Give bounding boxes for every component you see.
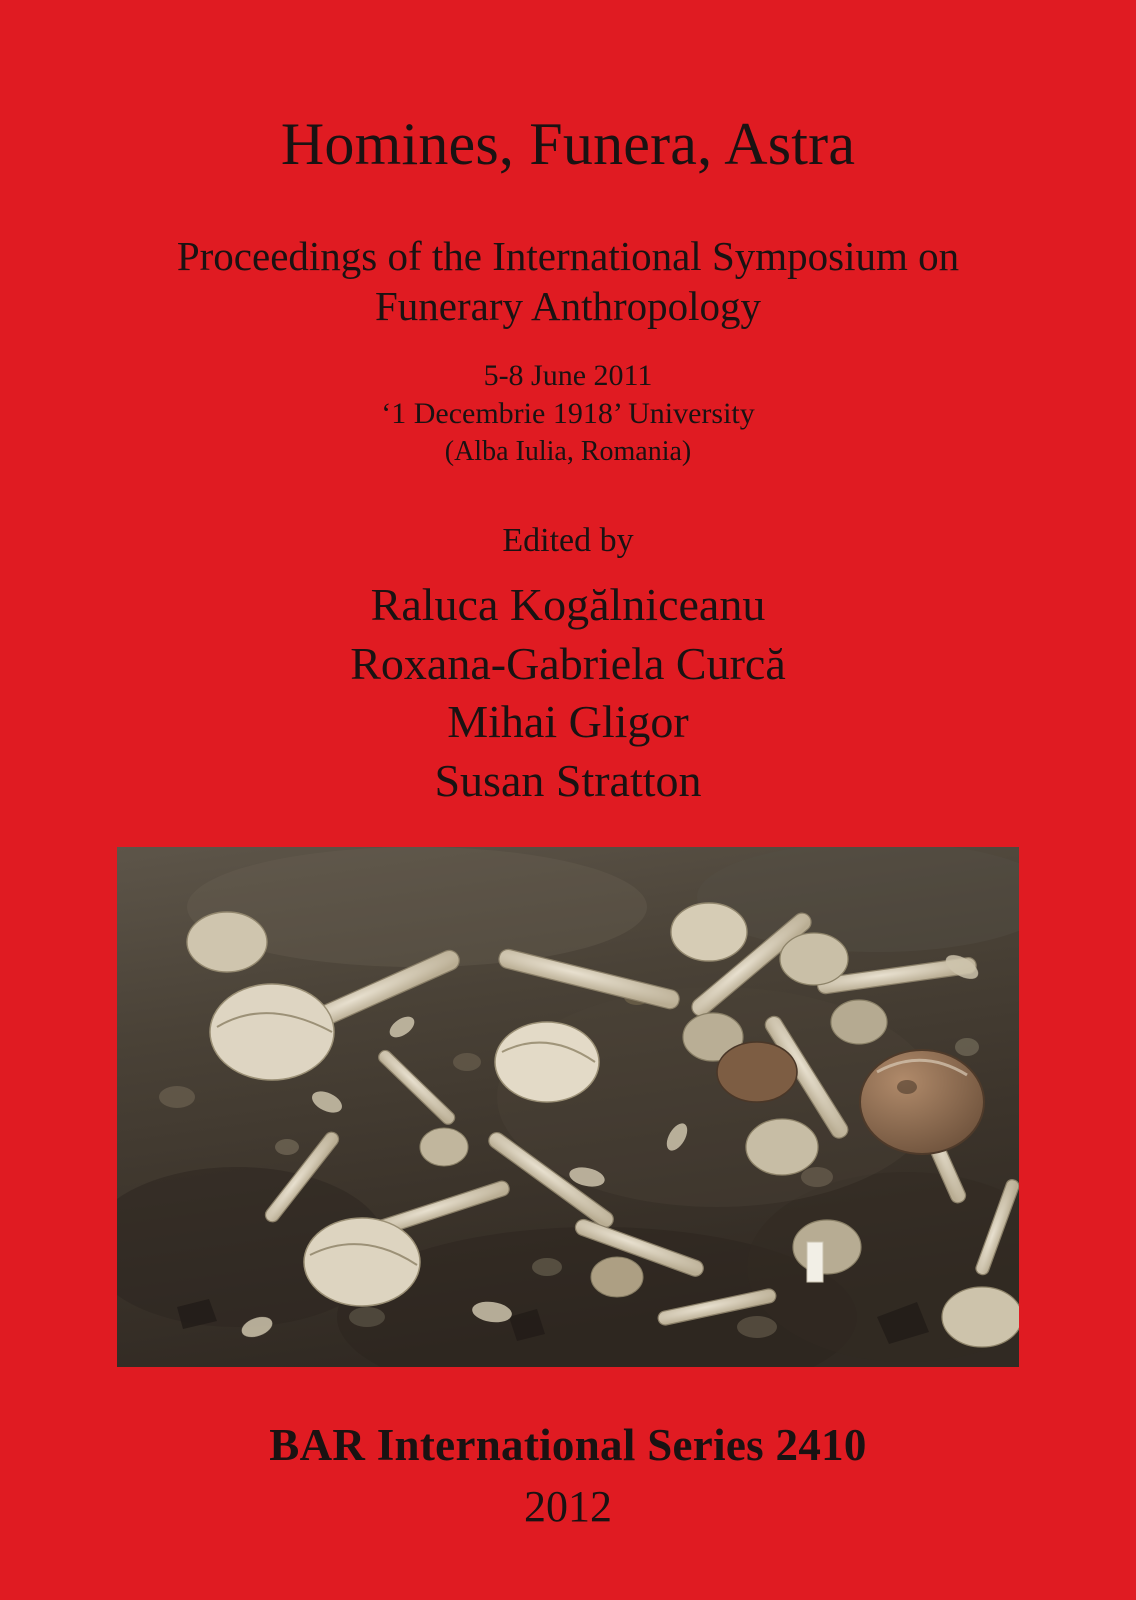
event-info [381,357,755,470]
subtitle [177,231,959,331]
event-venue: ‘1 Decembrie 1918’ University [381,397,755,431]
edited-by-label: Edited by [502,521,634,559]
editor-name: Raluca Kogălniceanu [370,578,766,630]
cover-photograph [117,847,1019,1367]
page-title: Homines, Funera, Astra [280,111,856,177]
publication-year: 2012 [524,1482,612,1532]
event-dates: 5-8 June 2011 [483,359,653,393]
subtitle-line-2: Funerary Anthropology [374,283,762,329]
editor-list [350,576,786,812]
editor-name: Mihai Gligor [447,696,689,748]
editor-name: Susan Stratton [434,755,702,807]
editor-name: Roxana-Gabriela Curcă [350,637,786,689]
subtitle-line-1: Proceedings of the International Symposium on [176,232,960,279]
series-title: BAR International Series 2410 [269,1420,867,1471]
event-location: (Alba Iulia, Romania) [444,435,692,467]
